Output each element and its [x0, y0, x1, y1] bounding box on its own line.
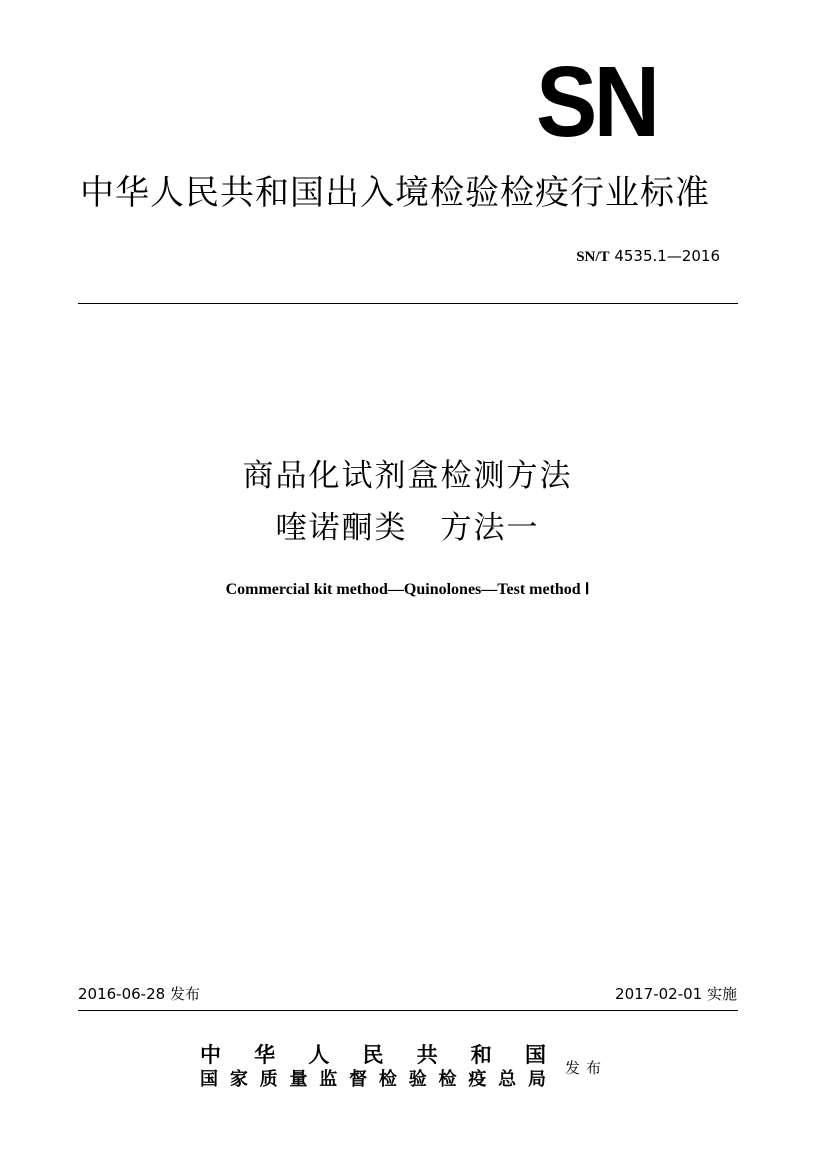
release-date: 2016-06-28 发布 — [78, 985, 200, 1003]
issuer-agency-char: 国 — [200, 1069, 218, 1090]
issuer-country-char: 和 — [470, 1042, 492, 1067]
issuer-agency-char: 督 — [349, 1069, 368, 1090]
issuer-country — [200, 1044, 546, 1066]
sn-logo: SN — [536, 46, 657, 158]
issuer-country-char: 人 — [308, 1042, 330, 1067]
issuer-country-char: 民 — [362, 1042, 384, 1067]
issuer-agency-char: 检 — [378, 1069, 397, 1090]
issue-label: 发布 — [565, 1059, 608, 1077]
issuer-agency-char: 验 — [408, 1069, 427, 1090]
standard-code-prefix: SN/T — [576, 249, 610, 265]
bottom-divider — [78, 1010, 738, 1011]
issuer-agency-char: 检 — [438, 1069, 457, 1090]
issuer-agency-char: 疫 — [468, 1069, 487, 1090]
issuer-country-char: 国 — [524, 1042, 546, 1067]
issuer-country-char: 共 — [416, 1042, 438, 1067]
issuer-agency-char: 量 — [289, 1069, 308, 1090]
issuer-country-char: 中 — [200, 1042, 221, 1067]
issuer-agency-char: 总 — [498, 1069, 517, 1090]
issuer-agency — [200, 1068, 546, 1092]
issuer-agency-char: 家 — [229, 1069, 248, 1090]
issuer-agency-char: 局 — [527, 1069, 546, 1090]
standard-code — [500, 244, 720, 268]
standard-category-title: 中华人民共和国出入境检验检疫行业标准 — [80, 173, 710, 213]
issuer-agency-char: 质 — [259, 1069, 278, 1090]
document-title-line1: 商品化试剂盒检测方法 — [242, 458, 573, 494]
issuer-agency-char: 监 — [319, 1069, 338, 1090]
implementation-date: 2017-02-01 实施 — [615, 985, 737, 1003]
standard-code-number: 4535.1—2016 — [614, 247, 720, 265]
document-title-line2: 喹诺酮类 方法一 — [275, 510, 540, 546]
english-title: Commercial kit method—Quinolones—Test method Ⅰ — [225, 581, 590, 598]
top-divider — [78, 303, 738, 304]
issuer-country-char: 华 — [254, 1042, 276, 1067]
